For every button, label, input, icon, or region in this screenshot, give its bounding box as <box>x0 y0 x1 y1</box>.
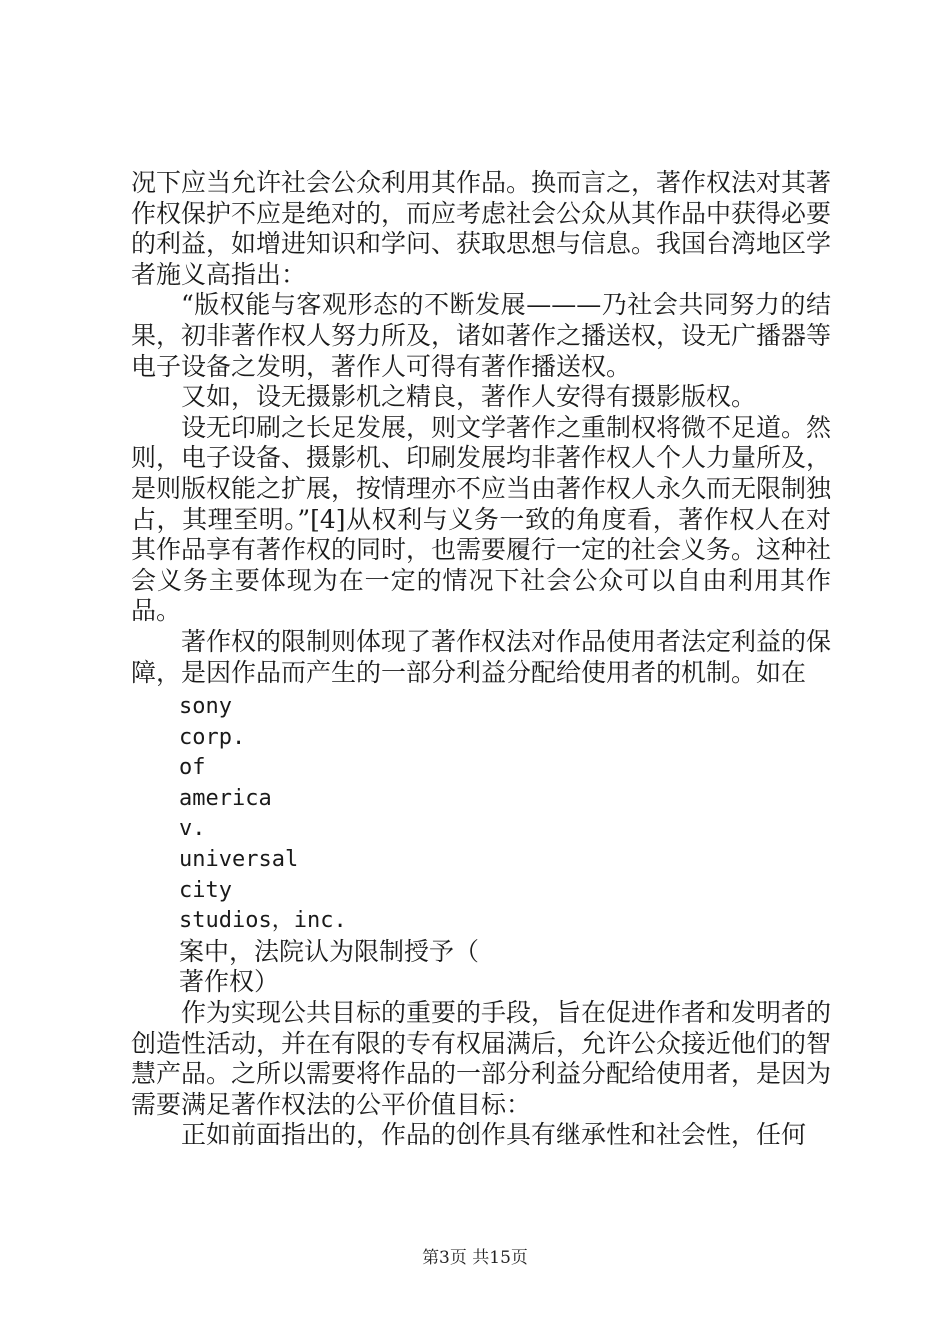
paragraph-quote: “版权能与客观形态的不断发展———乃社会共同努力的结果，初非著作权人努力所及，诸如著作之播送权，设无广播器等电子设备之发明，著作人可得有著作播送权。 <box>131 290 832 381</box>
document-body <box>131 168 831 1151</box>
case-line: v. <box>179 816 206 842</box>
case-line: 案中，法院认为限制授予（ <box>179 936 480 966</box>
case-name-block <box>131 692 831 998</box>
paragraph: 设无印刷之长足发展，则文学著作之重制权将微不足道。然则，电子设备、摄影机、印刷发展均非著作权人个人力量所及，是则版权能之扩展，按情理亦不应当由著作权人永久而无限制独占，其理至明。”[4]从权利与义务一致的角度看，著作权人在对其作品享有著作权的同时，也需要履行一定的社会义务。这种社会义务主要体现为在一定的情况下社会公众可以自由利用其作品。 <box>131 412 832 626</box>
case-line: sony <box>179 694 232 720</box>
paragraph: 正如前面指出的，作品的创作具有继承性和社会性，任何 <box>181 1120 807 1150</box>
paragraph: 著作权的限制则体现了著作权法对作品使用者法定利益的保障，是因作品而产生的一部分利益分配给使用者的机制。如在 <box>131 626 832 687</box>
page-number-footer: 第3页 共15页 <box>422 1248 528 1268</box>
case-line: america <box>179 785 272 811</box>
case-line: 著作权） <box>179 967 280 997</box>
case-line: corp. <box>179 724 246 750</box>
case-line: universal <box>179 847 299 873</box>
case-line: studios，inc. <box>179 908 347 934</box>
paragraph: 又如，设无摄影机之精良，著作人安得有摄影版权。 <box>181 382 757 412</box>
paragraph: 作为实现公共目标的重要的手段，旨在促进作者和发明者的创造性活动，并在有限的专有权届满后，允许公众接近他们的智慧产品。之所以需要将作品的一部分利益分配给使用者，是因为需要满足著作权法的公平价值目标： <box>131 998 832 1119</box>
case-line: city <box>179 877 232 903</box>
case-line: of <box>179 755 206 781</box>
paragraph: 况下应当允许社会公众利用其作品。换而言之，著作权法对其著作权保护不应是绝对的，而应考虑社会公众从其作品中获得必要的利益，如增进知识和学问、获取思想与信息。我国台湾地区学者施义高指出： <box>131 168 832 289</box>
